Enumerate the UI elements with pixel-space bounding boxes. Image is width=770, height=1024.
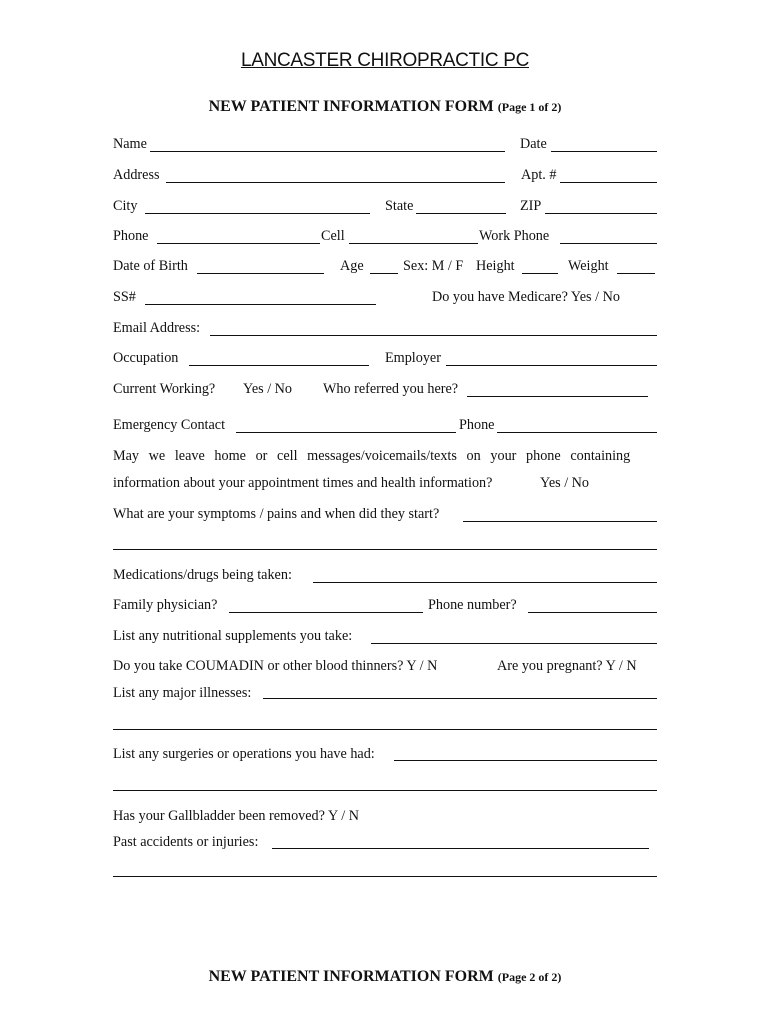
emergency-contact-field[interactable]: [236, 432, 456, 433]
symptoms-field[interactable]: [463, 521, 657, 522]
emergency-phone-label: Phone: [459, 417, 495, 433]
cell-label: Cell: [321, 228, 345, 244]
email-field[interactable]: [210, 335, 657, 336]
page2-title: [0, 968, 770, 986]
cell-field[interactable]: [349, 243, 478, 244]
illnesses-field[interactable]: [263, 698, 657, 699]
accidents-label: Past accidents or injuries:: [113, 834, 259, 850]
state-label: State: [385, 198, 414, 214]
city-label: City: [113, 198, 138, 214]
form-title-text: NEW PATIENT INFORMATION FORM: [208, 98, 494, 115]
supplements-label: List any nutritional supplements you take:: [113, 628, 353, 644]
state-field[interactable]: [416, 213, 506, 214]
ssn-label: SS#: [113, 289, 136, 305]
family-physician-field[interactable]: [229, 612, 423, 613]
date-label: Date: [520, 136, 547, 152]
work-phone-label: Work Phone: [479, 228, 550, 244]
accidents-field[interactable]: [272, 848, 649, 849]
practice-name: LANCASTER CHIROPRACTIC PC: [240, 50, 530, 71]
supplements-field[interactable]: [371, 643, 657, 644]
dob-field[interactable]: [197, 273, 324, 274]
email-label: Email Address:: [113, 320, 201, 336]
emergency-phone-field[interactable]: [497, 432, 657, 433]
city-field[interactable]: [145, 213, 370, 214]
name-label: Name: [113, 136, 147, 152]
zip-field[interactable]: [545, 213, 657, 214]
accidents-field-continued[interactable]: [113, 876, 657, 877]
address-label: Address: [113, 167, 160, 183]
date-field[interactable]: [551, 151, 657, 152]
current-working-label: Current Working?: [113, 381, 216, 397]
address-field[interactable]: [166, 182, 505, 183]
phone-field[interactable]: [157, 243, 320, 244]
surgeries-field-continued[interactable]: [113, 790, 657, 791]
age-label: Age: [340, 258, 364, 274]
medications-field[interactable]: [313, 582, 657, 583]
surgeries-field[interactable]: [394, 760, 657, 761]
ssn-field[interactable]: [145, 304, 376, 305]
page-label: (Page 1 of 2): [497, 100, 562, 114]
current-working-options[interactable]: Yes / No: [243, 381, 293, 397]
employer-field[interactable]: [446, 365, 657, 366]
physician-phone-label: Phone number?: [428, 597, 517, 613]
illnesses-label: List any major illnesses:: [113, 685, 252, 701]
physician-phone-field[interactable]: [528, 612, 657, 613]
weight-label: Weight: [568, 258, 609, 274]
referred-label: Who referred you here?: [323, 381, 459, 397]
referred-field[interactable]: [467, 396, 648, 397]
apt-label: Apt. #: [521, 167, 557, 183]
medicare-question[interactable]: Do you have Medicare? Yes / No: [432, 289, 620, 305]
occupation-field[interactable]: [189, 365, 369, 366]
coumadin-question[interactable]: Do you take COUMADIN or other blood thinners? Y / N: [113, 658, 438, 674]
age-field[interactable]: [370, 273, 398, 274]
illnesses-field-continued[interactable]: [113, 729, 657, 730]
page2-title-text: NEW PATIENT INFORMATION FORM: [208, 968, 494, 985]
messages-options[interactable]: Yes / No: [540, 475, 590, 491]
gallbladder-question[interactable]: Has your Gallbladder been removed? Y / N: [113, 808, 359, 824]
medications-label: Medications/drugs being taken:: [113, 567, 292, 583]
pregnant-question[interactable]: Are you pregnant? Y / N: [497, 658, 637, 674]
dob-label: Date of Birth: [113, 258, 188, 274]
messages-question-line2: information about your appointment times and health information?: [113, 475, 493, 491]
work-phone-field[interactable]: [560, 243, 657, 244]
page2-label: (Page 2 of 2): [497, 970, 562, 984]
weight-field[interactable]: [617, 273, 655, 274]
apt-field[interactable]: [560, 182, 657, 183]
symptoms-field-continued[interactable]: [113, 549, 657, 550]
surgeries-label: List any surgeries or operations you have had:: [113, 746, 375, 762]
sex-label[interactable]: Sex: M / F: [403, 258, 464, 274]
height-label: Height: [476, 258, 515, 274]
family-physician-label: Family physician?: [113, 597, 218, 613]
occupation-label: Occupation: [113, 350, 179, 366]
emergency-contact-label: Emergency Contact: [113, 417, 226, 433]
messages-question-line1: May we leave home or cell messages/voicemails/texts on your phone containing: [113, 448, 631, 464]
form-title: [0, 98, 770, 116]
employer-label: Employer: [385, 350, 441, 366]
height-field[interactable]: [522, 273, 558, 274]
phone-label: Phone: [113, 228, 149, 244]
name-field[interactable]: [150, 151, 505, 152]
symptoms-label: What are your symptoms / pains and when did they start?: [113, 506, 440, 522]
zip-label: ZIP: [520, 198, 542, 214]
